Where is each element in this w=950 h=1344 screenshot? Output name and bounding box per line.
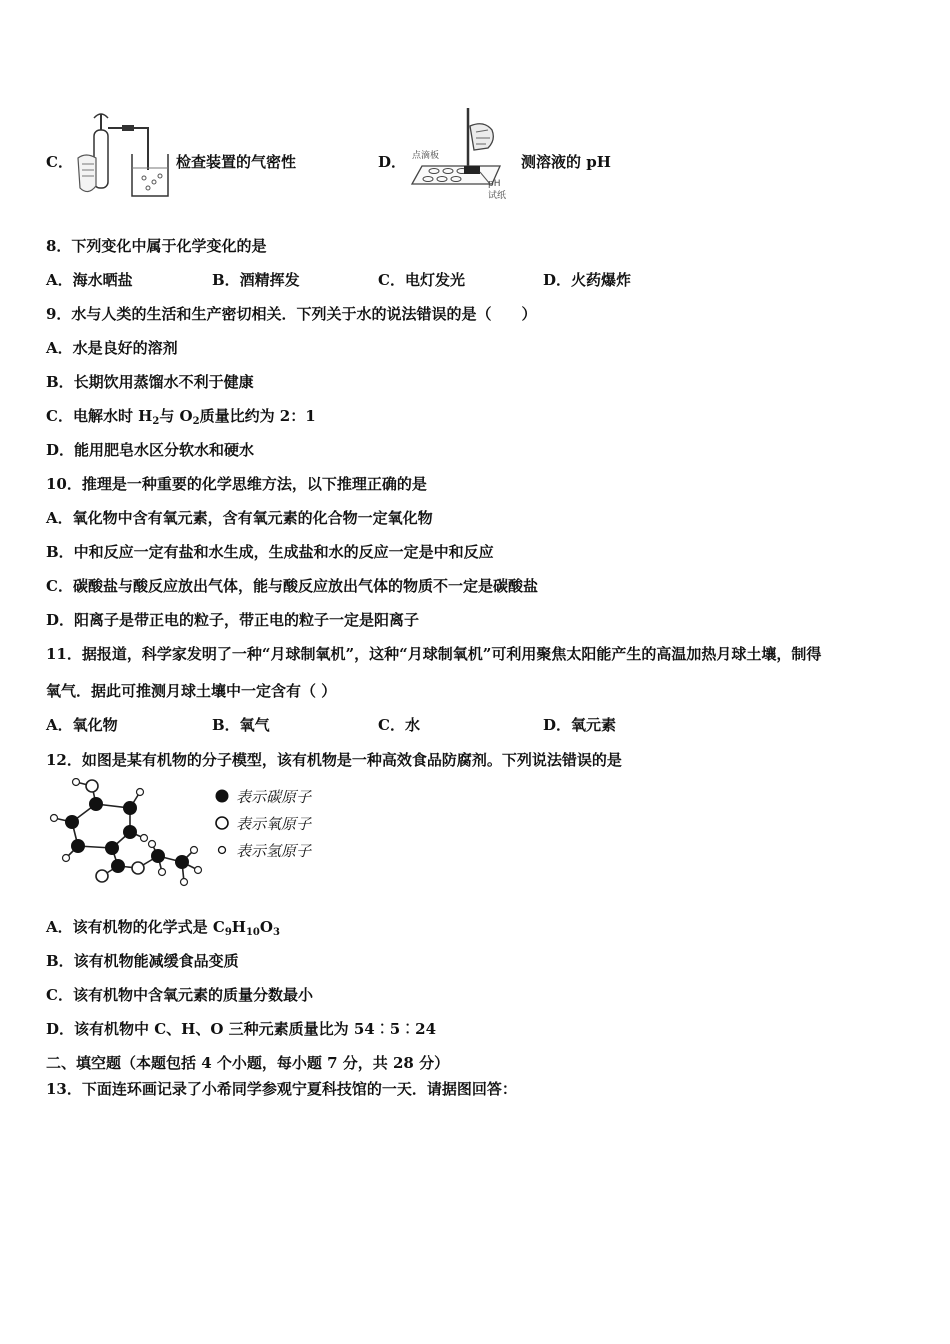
q10-option-d: D．阳离子是带正电的粒子，带正电的粒子一定是阳离子 [46,611,420,629]
q8-option-d: D．火药爆炸 [543,271,632,289]
q12-stem: 12．如图是某有机物的分子模型，该有机物是一种高效食品防腐剂。下列说法错误的是 [46,751,622,769]
q9-option-a: A．水是良好的溶剂 [46,339,178,357]
legend-hydrogen: 表示氢原子 [236,842,312,860]
q12-option-d: D．该有机物中 C、H、O 三种元素质量比为 54︰5︰24 [46,1020,437,1038]
ph-test-plate-figure [404,104,516,204]
q9-stem: 9．水与人类的生活和生产密切相关．下列关于水的说法错误的是（ ） [46,305,537,323]
q9-option-b: B．长期饮用蒸馏水不利于健康 [46,373,254,391]
q10-option-c: C．碳酸盐与酸反应放出气体，能与酸反应放出气体的物质不一定是碳酸盐 [46,577,538,595]
q8-stem: 8．下列变化中属于化学变化的是 [46,237,267,255]
q10-stem: 10．推理是一种重要的化学思维方法，以下推理正确的是 [46,475,427,493]
q12-option-a: A．该有机物的化学式是 $C_9H_{10}O_3$ [46,918,280,938]
paper-label: 试纸 [488,191,507,201]
q12-option-b: B．该有机物能减缓食品变质 [46,952,239,970]
q10-option-b: B．中和反应一定有盐和水生成，生成盐和水的反应一定是中和反应 [46,543,494,561]
q7-option-d-label: D． [378,153,407,171]
q7-option-d-text: 测溶液的 pH [521,153,611,171]
plate-label: 点滴板 [412,151,440,161]
legend-oxygen: 表示氧原子 [236,815,312,833]
q11-stem-line1: 11．据报道，科学家发明了一种“月球制氧机”，这种“月球制氧机”可利用聚焦太阳能产生的高温加热月球土壤，制得 [46,645,822,663]
q10-option-a: A．氧化物中含有氧元素，含有氧元素的化合物一定氧化物 [46,509,433,527]
q7-option-c-text: 检查装置的气密性 [176,153,297,171]
q9-option-d: D．能用肥皂水区分软水和硬水 [46,441,255,459]
carbon-atom-icon [214,788,230,804]
airtightness-apparatus-figure [68,108,174,204]
q11-option-c: C．水 [378,716,420,734]
ph-label: pH [488,179,501,189]
q11-option-b: B．氧气 [212,716,270,734]
section-2-heading: 二、填空题（本题包括 4 个小题，每小题 7 分，共 28 分） [46,1054,450,1072]
q11-stem-line2: 氧气．据此可推测月球土壤中一定含有（ ） [46,682,337,700]
q8-option-b: B．酒精挥发 [212,271,300,289]
molecule-model-figure [44,778,214,898]
q11-option-d: D．氧元素 [543,716,617,734]
q12-option-c: C．该有机物中含氧元素的质量分数最小 [46,986,313,1004]
oxygen-atom-icon [214,815,230,831]
q11-option-a: A．氧化物 [46,716,118,734]
q8-option-a: A．海水晒盐 [46,271,133,289]
legend-carbon: 表示碳原子 [236,788,312,806]
q8-option-c: C．电灯发光 [378,271,465,289]
hydrogen-atom-icon [214,842,230,858]
q13-stem: 13．下面连环画记录了小希同学参观宁夏科技馆的一天．请据图回答： [46,1080,517,1098]
q7-option-c-label: C． [46,153,73,171]
q9-option-c: C．电解水时 $H_2$与 $O_2$质量比约为 2：1 [46,407,316,427]
